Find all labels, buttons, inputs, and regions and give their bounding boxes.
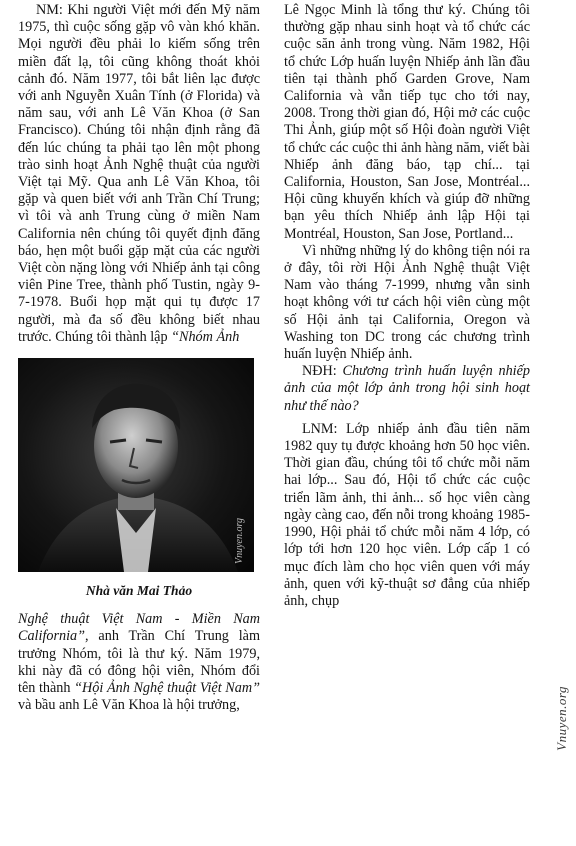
right-paragraph-1: Lê Ngọc Minh là tổng thư ký. Chúng tôi thường gặp nhau sinh hoạt và tổ chức các cuộc săn ảnh trong vùng. Năm 1982, Hội tổ chức Lớp huấn luyện Nhiếp ảnh lần đầu tiên tại thành phố Garden Grove, Nam California và vẫn tiếp tục cho tới nay, 2008. Trong thời gian đó, Hội mở các cuộc Thi Ảnh, giúp một số Hội đoàn người Việt tổ chức các cuộc thi ảnh hàng năm, viết bài Nhiếp ảnh đăng báo, tạp chí... tại California, Houston, San Jose, Montréal... Hội cũng khuyến khích và giúp đỡ những bạn yêu thích Nhiếp ảnh lập Hội tại Montréal, Houston, San Jose, Portland... xyxy=(284,2,530,242)
question-label: NĐH: xyxy=(302,363,343,380)
left-paragraph-2-text-b: và bầu anh Lê Văn Khoa là hội trưởng, xyxy=(18,697,240,714)
left-paragraph-2-italic-2: “Hội Ảnh Nghệ thuật Việt Nam” xyxy=(74,680,261,697)
right-paragraph-3: LNM: Lớp nhiếp ảnh đầu tiên năm 1982 quy tụ được khoảng hơn 50 học viên. Thời gian đầu, chúng tôi tổ chức mỗi năm hai lớp... Sau đó, Hội tổ chức các cuộc triển lãm ảnh, thi ảnh... số học viên càng ngày càng cao, đến nỗi trong khoảng 1985-1990, Hội phải tổ chức mỗi năm 4 lớp, có lớp tới hơn 120 học viên. Lớp cấp 1 có mục đích làm cho học viên quen với máy ảnh, quen với kỹ-thuật sơ đẳng của nhiếp ảnh, chụp xyxy=(284,420,530,609)
left-paragraph-1 xyxy=(18,2,260,346)
right-column xyxy=(284,2,530,610)
right-paragraph-2: Vì những những lý do không tiện nói ra ở đây, tôi rời Hội Ảnh Nghệ thuật Việt Nam vào tháng 7-1999, nhưng vẫn sinh hoạt không với tư cách hội viên cùng một số Hội ảnh tại California, Oregon và Washing ton DC trong các chương trình huấn luyện Nhiếp ảnh. xyxy=(284,242,530,363)
left-paragraph-2-italic: Nghệ thuật Việt Nam - Miền Nam California” xyxy=(18,611,260,645)
portrait-illustration xyxy=(18,358,254,572)
left-paragraph-1-text: NM: Khi người Việt mới đến Mỹ năm 1975, thì cuộc sống gặp vô vàn khó khăn. Mọi người đều phải lo kiếm sống trên miền đất lạ, tôi cũng không thoát khỏi cảnh đó. Năm 1977, tôi bắt liên lạc được với anh Nguyễn Xuân Tính (ở Florida) và năm sau, với anh Lê Văn Khoa (ở San Francisco). Chúng tôi nhận định rằng đã đến lúc chúng ta phải tạo lên một phong trào sinh hoạt Ảnh Nghệ thuật của người Việt tại Mỹ. Qua anh Lê Văn Khoa, tôi gặp và quen biết với anh Trần Chí Trung; vì tôi và anh Trung cùng ở miền Nam California nên chúng tôi quyết định đăng báo, hẹn một buổi gặp mặt của các người Việt còn nặng lòng với Nhiếp ảnh tại công viên Pine Tree, thành phố Tustin, ngày 9-7-1978. Buổi họp mặt qui tụ được 17 người, mà đa số đều không biết nhau trước. Chúng tôi thành lập xyxy=(18,2,260,345)
page-watermark: Vnuyen.org xyxy=(554,686,569,751)
left-column xyxy=(18,2,260,714)
portrait-photo xyxy=(18,358,254,572)
interview-question xyxy=(284,363,530,415)
question-text: Chương trình huấn luyện nhiếp ảnh của một lớp ảnh trong hội sinh hoạt như thế nào? xyxy=(284,363,531,414)
left-paragraph-2 xyxy=(18,611,260,714)
photo-caption: Nhà văn Mai Thảo xyxy=(85,583,193,599)
photo-watermark: Vnuyen.org xyxy=(233,518,245,565)
photo-figure xyxy=(18,358,260,599)
left-paragraph-2-text-a: , anh Trần Chí Trung làm trưởng Nhóm, tôi là thư ký. Năm 1979, khi này đã có đông hội viên, Nhóm đổi tên thành xyxy=(18,628,260,697)
left-paragraph-1-italic: “Nhóm Ảnh xyxy=(171,328,240,345)
